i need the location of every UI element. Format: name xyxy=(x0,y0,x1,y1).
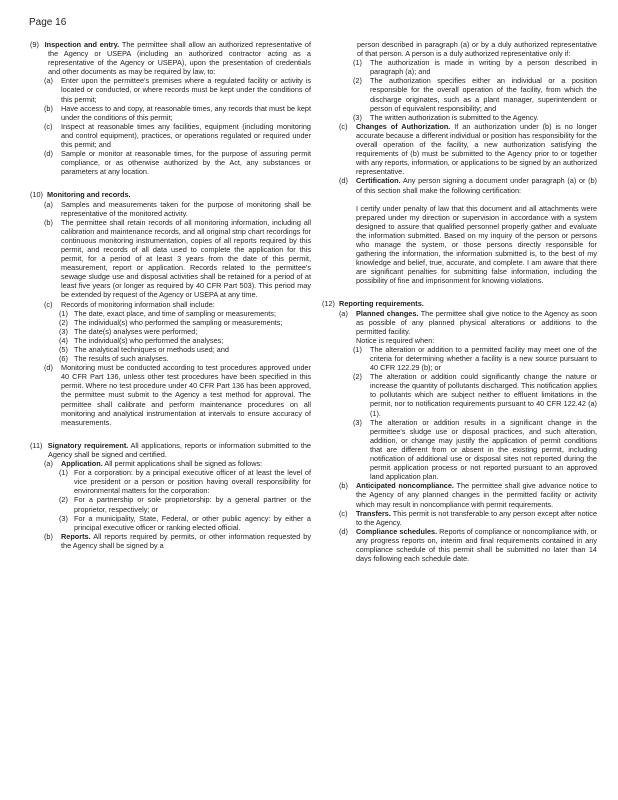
section-12 xyxy=(322,299,597,308)
item-text: Any person signing a document under paragraph (a) or (b) of this section shall make the following certification: xyxy=(356,176,597,195)
item-title: Certification. xyxy=(356,176,401,186)
item-label: (2) xyxy=(59,317,68,327)
item-text: Have access to and copy, at reasonable times, any records that must be kept under the conditions of this permit; xyxy=(61,103,311,122)
item-label: (1) xyxy=(353,344,362,354)
section-12-item-b xyxy=(326,481,597,508)
section-9-label: (9) xyxy=(30,40,39,49)
item-text: This permit is not transferable to any person except after notice to the Agency. xyxy=(356,508,597,527)
section-11 xyxy=(30,441,311,459)
item-title: Compliance schedules. xyxy=(356,526,438,536)
item-label: (b) xyxy=(44,217,53,227)
section-11-b-item-3 xyxy=(326,113,597,122)
section-12-a-item-1 xyxy=(326,345,597,372)
section-10-title: Monitoring and records. xyxy=(47,190,131,200)
section-9 xyxy=(30,40,311,76)
section-11-item-c xyxy=(326,122,597,177)
item-label: (c) xyxy=(339,121,348,131)
item-label: (c) xyxy=(339,508,348,518)
item-text: The individual(s) who performed the analyses; xyxy=(74,335,224,345)
item-label: (6) xyxy=(59,354,68,364)
item-text: The alteration or addition results in a significant change in the permittee's sludge use or disposal practices, and such alteration, addition, or change may justify the application of permit conditions that are different from or absent in the existing permit, including notification of additional use or disposal sites not reported during the permit application process or not reported pursuant to an approved land application plan. xyxy=(370,417,597,482)
item-label: (b) xyxy=(44,531,53,541)
item-label: (b) xyxy=(44,103,53,113)
section-9-item-c xyxy=(30,122,311,149)
item-title: Reports. xyxy=(61,531,91,541)
section-11-a-item-1 xyxy=(30,468,311,495)
section-10-label: (10) xyxy=(30,190,43,200)
item-text: Monitoring must be conducted according to test procedures approved under 40 CFR Part 136, unless other test procedures have been specified in this permit. Where no test procedure under 40 CFR Part 136 has been approved, the permittee must submit to the Agency a test method for approval. The permittee shall calibrate and perform maintenance procedures on all monitoring and analytical instrumentation at intervals to ensure accuracy of measurements. xyxy=(61,363,311,427)
item-label: (d) xyxy=(339,176,348,186)
section-11-b-item-1 xyxy=(326,58,597,76)
item-text: The analytical techniques or methods used; and xyxy=(74,345,229,354)
item-text: The permittee shall give advance notice to the Agency of any planned changes in the permitted facility or activity which may result in noncompliance with permit requirements. xyxy=(356,481,597,509)
item-label: (c) xyxy=(44,299,53,309)
item-label: (d) xyxy=(339,526,348,536)
item-text: Reports of compliance or noncompliance with, or any progress reports on, interim and final requirements contained in any compliance schedule of this permit shall be submitted no later than 14 days following each schedule date. xyxy=(356,526,597,564)
item-label: (1) xyxy=(59,308,68,318)
section-12-label: (12) xyxy=(322,299,335,309)
item-label: (a) xyxy=(44,459,53,469)
section-12-a-item-2 xyxy=(326,372,597,417)
item-text: The results of such analyses. xyxy=(74,354,169,364)
item-label: (3) xyxy=(59,513,68,523)
item-text: The date(s) analyses were performed; xyxy=(74,326,198,336)
item-text: The permittee shall retain records of all monitoring information, including all calibration and maintenance records, and all original strip chart recordings for continuous monitoring instrumentation, copies of all reports required by this permit, and records of all data used to complete the application for this permit, for a period of at least 3 years from the date of this permit, measurement, report or application. Records related to the permittee's sewage sludge use and disposal activities shall be retained for a period of at least five years (or longer as required by 40 CFR Part 503). This period may be extended by request of the Agency or USEPA at any time. xyxy=(61,217,311,300)
item-text: For a partnership or sole proprietorship: by a general partner or the proprietor, respectively; or xyxy=(74,495,311,514)
section-12-item-a xyxy=(326,309,597,336)
item-label: (a) xyxy=(44,199,53,209)
section-11-b-item-2 xyxy=(326,76,597,112)
section-12-item-c xyxy=(326,509,597,527)
section-11-a-item-2 xyxy=(30,495,311,513)
item-text: Sample or monitor at reasonable times, for the purpose of assuring permit compliance, or as otherwise authorized by the Act, any substances or parameters at any location. xyxy=(61,149,311,177)
item-text: The date, exact place, and time of sampling or measurements; xyxy=(74,308,276,318)
item-label: (1) xyxy=(353,58,362,68)
section-9-text: The permittee shall allow an authorized representative of the Agency or USEPA (including an authorized contractor acting as a representative of the Agency or USEPA), upon the presentation of credentials and other documents as may be required by law, to: xyxy=(48,40,311,77)
item-title: Transfers. xyxy=(356,508,391,518)
item-label: (3) xyxy=(353,417,362,427)
item-label: (5) xyxy=(59,345,68,354)
section-10-item-a xyxy=(30,200,311,218)
section-9-item-b xyxy=(30,104,311,122)
item-text: The authorization specifies either an individual or a position responsible for the overall operation of the facility, from which the discharge originates, such as a plant manager, superintendent or person of equivalent responsibility; and xyxy=(370,76,597,113)
item-label: (d) xyxy=(44,363,53,373)
section-11-title: Signatory requirement. xyxy=(47,440,129,450)
item-text: If an authorization under (b) is no longer accurate because a different individual or position has responsibility for the overall operation of the facility, a new authorization satisfying the requirements of (b) must be submitted to the Agency prior to or together with any reports, information, or applications to be signed by an authorized representative. xyxy=(356,121,597,177)
item-label: (c) xyxy=(44,121,53,131)
section-10-c-item-5 xyxy=(30,345,311,354)
item-text: For a corporation: by a principal executive officer of at least the level of vice president or a person or position having overall responsibility for environmental matters for the corporation: xyxy=(74,468,311,496)
item-text: All permit applications shall be signed as follows: xyxy=(102,459,263,469)
item-label: (b) xyxy=(339,481,348,491)
item-label: (a) xyxy=(44,76,53,86)
item-label: (3) xyxy=(59,326,68,336)
item-label: (d) xyxy=(44,149,53,159)
item-text: The authorization is made in writing by a person described in paragraph (a); and xyxy=(370,58,597,77)
left-column xyxy=(30,40,311,550)
item-text: All reports required by permits, or other information requested by the Agency shall be signed by a xyxy=(61,531,311,550)
section-10-c-item-6 xyxy=(30,354,311,363)
page-number: Page 16 xyxy=(29,17,67,28)
section-11-item-b xyxy=(30,532,311,550)
section-10-item-c xyxy=(30,300,311,309)
section-10 xyxy=(30,190,311,199)
section-12-title: Reporting requirements. xyxy=(339,299,424,309)
section-11-label: (11) xyxy=(30,440,43,450)
section-11-b-continued: person described in paragraph (a) or by a duly authorized representative of that person. A person is a duly authorized representative only if: xyxy=(357,40,597,59)
item-label: (4) xyxy=(59,335,68,345)
section-10-c-item-1 xyxy=(30,309,311,318)
section-10-c-item-3 xyxy=(30,327,311,336)
item-label: (2) xyxy=(353,372,362,382)
item-label: (a) xyxy=(339,308,348,318)
section-10-item-d xyxy=(30,363,311,427)
section-10-c-item-4 xyxy=(30,336,311,345)
item-text: The alteration or addition to a permitted facility may meet one of the criteria for determining whether a facility is a new source pursuant to 40 CFR 122.29 (b); or xyxy=(370,344,597,373)
item-text: Inspect at reasonable times any facilities, equipment (including monitoring and control equipment), practices, or operations regulated or required under this permit; and xyxy=(61,121,311,150)
section-11-item-a xyxy=(30,459,311,468)
section-9-item-d xyxy=(30,149,311,176)
section-10-item-b xyxy=(30,218,311,300)
item-text: Records of monitoring information shall include: xyxy=(61,299,215,309)
item-text: For a municipality, State, Federal, or other public agency: by either a principal executive officer or ranking elected official. xyxy=(74,513,311,532)
section-11-text: All applications, reports or information submitted to the Agency shall be signed and certified. xyxy=(48,440,311,459)
item-text: The permittee shall give notice to the Agency as soon as possible of any planned physical alterations or additions to the permitted facility. xyxy=(356,308,597,336)
section-10-c-item-2 xyxy=(30,318,311,327)
item-label: (3) xyxy=(353,112,362,122)
right-column xyxy=(322,40,597,564)
section-9-item-a xyxy=(30,76,311,103)
item-label: (1) xyxy=(59,468,68,478)
item-title: Planned changes. xyxy=(356,308,419,318)
item-title: Anticipated noncompliance. xyxy=(356,481,454,491)
item-label: (2) xyxy=(59,495,68,505)
item-title: Application. xyxy=(61,459,103,469)
section-11-a-item-3 xyxy=(30,514,311,532)
item-title: Changes of Authorization. xyxy=(356,121,451,131)
item-text: The written authorization is submitted to the Agency. xyxy=(370,112,539,122)
item-text: Samples and measurements taken for the purpose of monitoring shall be representative of the monitored activity. xyxy=(61,199,311,218)
certification-statement: I certify under penalty of law that this document and all attachments were prepared under my direction or supervision in accordance with a system designed to assure that qualified personnel properly gather and evaluate the information submitted. Based on my inquiry of the person or persons who manage the system, or those persons directly responsible for gathering the information, the information submitted is, to the best of my knowledge and belief, true, accurate, and complete. I am aware that there are significant penalties for submitting false information, including the possibility of fine and imprisonment for knowing violations. xyxy=(356,203,597,286)
section-11-item-d xyxy=(326,176,597,194)
section-9-title: Inspection and entry. xyxy=(44,40,120,49)
item-label: (2) xyxy=(353,76,362,86)
item-text: The individual(s) who performed the sampling or measurements; xyxy=(74,317,283,327)
section-12-item-d xyxy=(326,527,597,563)
section-12-a-notice: Notice is required when: xyxy=(356,335,435,345)
item-text: The alteration or addition could significantly change the nature or increase the quantity of pollutants discharged. This notification applies to pollutants which are subject neither to effluent limitations in the permit, nor to notification requirements pursuant to 40 CFR 122.42 (a)(1). xyxy=(370,372,597,418)
item-text: Enter upon the permittee's premises where a regulated facility or activity is located or conducted, or where records must be kept under the conditions of this permit; xyxy=(61,76,311,104)
section-12-a-item-3 xyxy=(326,418,597,482)
